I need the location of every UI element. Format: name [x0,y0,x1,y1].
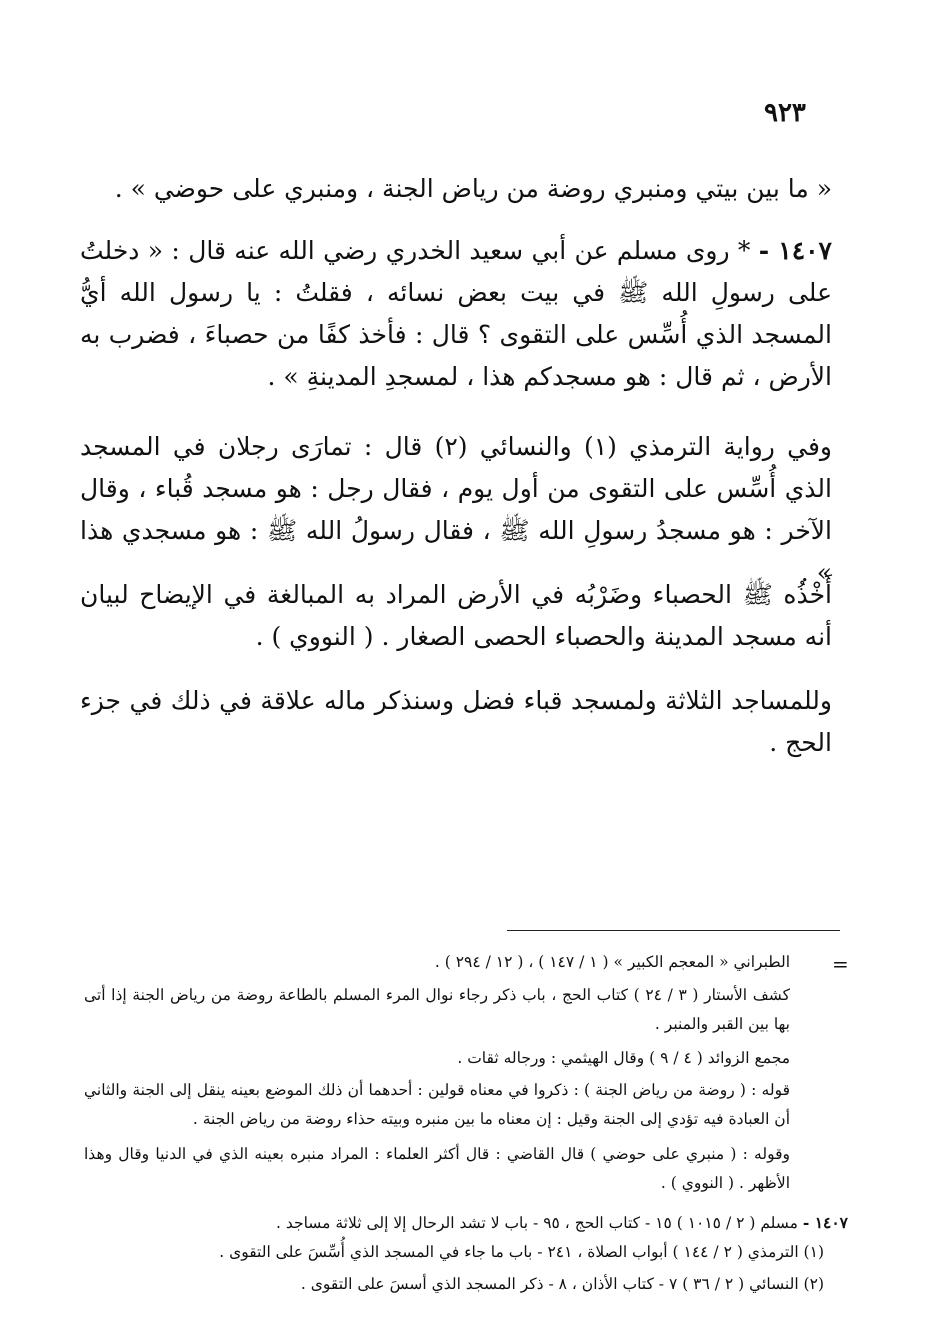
paragraph-5: وللمساجد الثلاثة ولمسجد قباء فضل وسنذكر ماله علاقة في ذلك في جزء الحج . [80,686,832,757]
reference-muslim-text: مسلم ( ٢ / ١٠١٥ ) ١٥ - كتاب الحج ، ٩٥ - باب لا تشد الرحال إلا إلى ثلاثة مساجد . [276,1214,798,1232]
footnote-divider [507,930,840,931]
paragraph-4: أَخْذُه ﷺ الحصباء وضَرْبُه في الأرض المراد به المبالغة في الإيضاح لبيان أنه مسجد المدينة والحصباء الحصى الصغار . ( النووي ) . [80,580,832,651]
reference-tirmidhi: (١) الترمذي ( ٢ / ١٤٤ ) أبواب الصلاة ، ٢٤١ - باب ما جاء في المسجد الذي أُسِّسَ على التقوى . [219,1243,824,1261]
page-number: ٩٢٣ [764,98,806,128]
continuation-mark: = [832,952,849,976]
paragraph-1: « ما بين بيتي ومنبري روضة من رياض الجنة ، ومنبري على حوضي » . [114,174,832,203]
footnote-kashf: كشف الأستار ( ٣ / ٢٤ ) كتاب الحج ، باب ذكر رجاء نوال المرء المسلم بالطاعة روضة من رياض الجنة إذا أتى بها بين القبر والمنبر . [84,986,790,1033]
paragraph-3: وفي رواية الترمذي (١) والنسائي (٢) قال : تمارَى رجلان في المسجد الذي أُسِّس على التقوى من أول يوم ، فقال رجل : هو مسجد قُباء ، وقال الآخر : هو مسجدُ رسولِ الله ﷺ ، فقال رسولُ الله ﷺ : هو مسجدي هذا » . [80,432,833,587]
reference-number: ١٤٠٧ - [802,1213,848,1232]
reference-nasai: (٢) النسائي ( ٢ / ٣٦ ) ٧ - كتاب الأذان ، ٨ - ذكر المسجد الذي أسسَ على التقوى . [300,1275,824,1293]
footnote-rawda: قوله : ( روضة من رياض الجنة ) : ذكروا في معناه قولين : أحدهما أن ذلك الموضع بعينه ينقل إلى الجنة والثاني أن العبادة فيه تؤدي إلى الجنة وقيل : إن معناه ما بين منبره وبيته حذاء روضة من رياض الجنة . [84,1081,790,1128]
hadith-number: ١٤٠٧ - [758,236,832,265]
footnote-majma: مجمع الزوائد ( ٤ / ٩ ) وقال الهيثمي : ورجاله ثقات . [457,1049,790,1067]
paragraph-2-text: * روى مسلم عن أبي سعيد الخدري رضي الله عنه قال : « دخلتُ على رسولِ الله ﷺ في بيت بعض نسائه ، فقلتُ : يا رسول الله أيُّ المسجد الذي أُسِّس على التقوى ؟ قال : فأخذ كفًا من حصباءَ ، فضرب به الأرض ، ثم قال : هو مسجدكم هذا ، لمسجدِ المدينةِ » . [80,236,832,391]
footnote-tabarani: الطبراني « المعجم الكبير » ( ١ / ١٤٧ ) ، ( ١٢ / ٢٩٤ ) . [434,953,790,971]
paragraph-2 [80,230,832,398]
footnote-minbar: وقوله : ( منبري على حوضي ) قال القاضي : قال أكثر العلماء : المراد منبره بعينه الذي في الدنيا وقال وهذا الأظهر . ( النووي ) . [84,1145,790,1192]
reference-muslim [84,1208,848,1238]
